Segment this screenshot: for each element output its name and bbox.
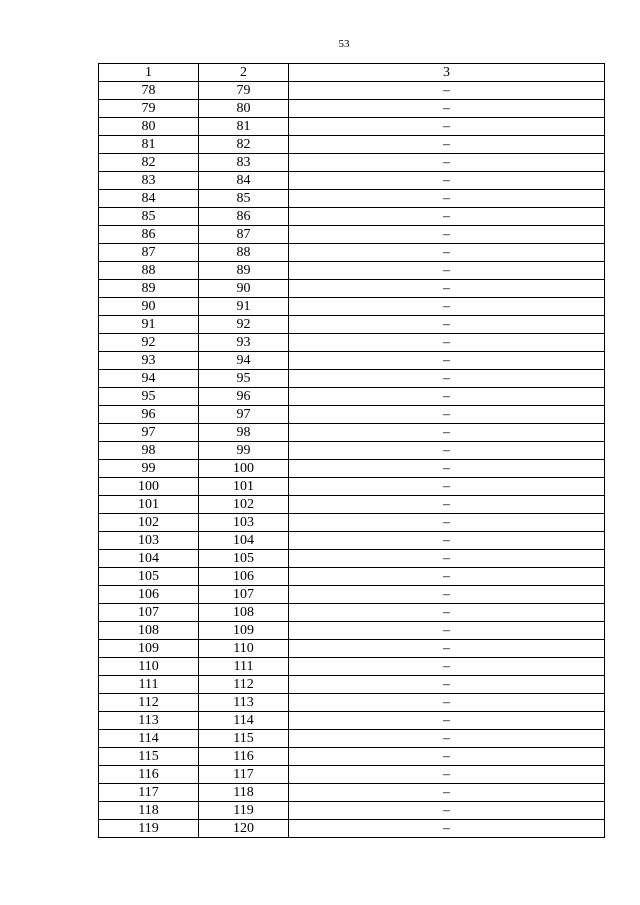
table-row	[99, 100, 605, 118]
table-cell-col-2: 112	[199, 676, 289, 694]
column-header-2: 2	[199, 64, 289, 82]
table-cell-col-1: 115	[99, 748, 199, 766]
table-cell-col-1: 119	[99, 820, 199, 838]
table-row	[99, 496, 605, 514]
table-cell-col-3: –	[289, 154, 605, 172]
table-cell-col-2: 105	[199, 550, 289, 568]
table-cell-col-2: 114	[199, 712, 289, 730]
table-cell-col-2: 84	[199, 172, 289, 190]
table-row	[99, 244, 605, 262]
table-row	[99, 658, 605, 676]
table-row	[99, 568, 605, 586]
table-cell-col-2: 93	[199, 334, 289, 352]
table-cell-col-1: 106	[99, 586, 199, 604]
table-cell-col-2: 108	[199, 604, 289, 622]
table-cell-col-3: –	[289, 82, 605, 100]
table-cell-col-1: 107	[99, 604, 199, 622]
table-cell-col-2: 98	[199, 424, 289, 442]
table-cell-col-3: –	[289, 424, 605, 442]
table-row	[99, 712, 605, 730]
table-row	[99, 676, 605, 694]
table-cell-col-1: 101	[99, 496, 199, 514]
table-row	[99, 316, 605, 334]
table-cell-col-3: –	[289, 172, 605, 190]
table-cell-col-3: –	[289, 514, 605, 532]
table-row	[99, 514, 605, 532]
table-cell-col-1: 109	[99, 640, 199, 658]
table-cell-col-3: –	[289, 604, 605, 622]
table-row	[99, 406, 605, 424]
table-row	[99, 550, 605, 568]
table-cell-col-3: –	[289, 190, 605, 208]
table-body	[99, 82, 605, 838]
table-cell-col-1: 110	[99, 658, 199, 676]
table-cell-col-3: –	[289, 496, 605, 514]
table-row	[99, 766, 605, 784]
table-cell-col-2: 115	[199, 730, 289, 748]
table-cell-col-1: 82	[99, 154, 199, 172]
table-cell-col-3: –	[289, 730, 605, 748]
table-row	[99, 478, 605, 496]
data-table-container	[98, 63, 604, 838]
table-cell-col-1: 80	[99, 118, 199, 136]
table-cell-col-2: 116	[199, 748, 289, 766]
table-row	[99, 262, 605, 280]
table-cell-col-1: 81	[99, 136, 199, 154]
table-cell-col-2: 107	[199, 586, 289, 604]
table-cell-col-3: –	[289, 100, 605, 118]
table-cell-col-3: –	[289, 748, 605, 766]
table-cell-col-2: 106	[199, 568, 289, 586]
table-row	[99, 352, 605, 370]
table-cell-col-3: –	[289, 586, 605, 604]
table-row	[99, 424, 605, 442]
table-cell-col-3: –	[289, 136, 605, 154]
table-cell-col-1: 96	[99, 406, 199, 424]
table-row	[99, 208, 605, 226]
table-cell-col-3: –	[289, 352, 605, 370]
table-cell-col-1: 86	[99, 226, 199, 244]
table-cell-col-2: 97	[199, 406, 289, 424]
table-row	[99, 586, 605, 604]
table-cell-col-1: 100	[99, 478, 199, 496]
table-cell-col-1: 97	[99, 424, 199, 442]
table-cell-col-2: 79	[199, 82, 289, 100]
table-cell-col-2: 91	[199, 298, 289, 316]
table-cell-col-3: –	[289, 280, 605, 298]
table-row	[99, 370, 605, 388]
table-cell-col-3: –	[289, 442, 605, 460]
table-cell-col-1: 91	[99, 316, 199, 334]
table-row	[99, 532, 605, 550]
table-cell-col-1: 78	[99, 82, 199, 100]
table-cell-col-2: 92	[199, 316, 289, 334]
header-row	[99, 64, 605, 82]
table-cell-col-2: 117	[199, 766, 289, 784]
table-cell-col-3: –	[289, 568, 605, 586]
table-row	[99, 190, 605, 208]
table-cell-col-2: 85	[199, 190, 289, 208]
table-cell-col-3: –	[289, 244, 605, 262]
table-cell-col-1: 116	[99, 766, 199, 784]
table-cell-col-3: –	[289, 118, 605, 136]
table-cell-col-3: –	[289, 208, 605, 226]
table-row	[99, 802, 605, 820]
table-cell-col-2: 95	[199, 370, 289, 388]
table-cell-col-1: 102	[99, 514, 199, 532]
table-cell-col-3: –	[289, 262, 605, 280]
table-cell-col-2: 96	[199, 388, 289, 406]
table-cell-col-2: 81	[199, 118, 289, 136]
table-cell-col-1: 111	[99, 676, 199, 694]
table-cell-col-2: 110	[199, 640, 289, 658]
table-cell-col-2: 118	[199, 784, 289, 802]
table-cell-col-1: 83	[99, 172, 199, 190]
table-cell-col-1: 84	[99, 190, 199, 208]
table-cell-col-2: 90	[199, 280, 289, 298]
table-cell-col-1: 87	[99, 244, 199, 262]
table-cell-col-1: 88	[99, 262, 199, 280]
table-cell-col-1: 118	[99, 802, 199, 820]
table-row	[99, 442, 605, 460]
table-cell-col-1: 103	[99, 532, 199, 550]
table-cell-col-3: –	[289, 550, 605, 568]
table-row	[99, 730, 605, 748]
table-cell-col-1: 108	[99, 622, 199, 640]
table-cell-col-1: 90	[99, 298, 199, 316]
table-row	[99, 388, 605, 406]
data-table	[98, 63, 605, 838]
table-cell-col-3: –	[289, 640, 605, 658]
column-header-3: 3	[289, 64, 605, 82]
table-cell-col-1: 94	[99, 370, 199, 388]
table-cell-col-3: –	[289, 532, 605, 550]
table-cell-col-2: 82	[199, 136, 289, 154]
table-cell-col-1: 114	[99, 730, 199, 748]
table-cell-col-3: –	[289, 694, 605, 712]
table-row	[99, 280, 605, 298]
table-row	[99, 334, 605, 352]
table-cell-col-1: 105	[99, 568, 199, 586]
table-cell-col-2: 104	[199, 532, 289, 550]
table-cell-col-1: 113	[99, 712, 199, 730]
table-row	[99, 604, 605, 622]
table-cell-col-3: –	[289, 802, 605, 820]
table-cell-col-3: –	[289, 298, 605, 316]
table-cell-col-2: 100	[199, 460, 289, 478]
table-cell-col-2: 102	[199, 496, 289, 514]
table-cell-col-1: 98	[99, 442, 199, 460]
table-cell-col-2: 80	[199, 100, 289, 118]
table-row	[99, 640, 605, 658]
table-cell-col-1: 85	[99, 208, 199, 226]
column-header-1: 1	[99, 64, 199, 82]
table-cell-col-2: 109	[199, 622, 289, 640]
table-cell-col-3: –	[289, 784, 605, 802]
table-cell-col-2: 101	[199, 478, 289, 496]
table-cell-col-3: –	[289, 478, 605, 496]
table-cell-col-1: 89	[99, 280, 199, 298]
table-cell-col-1: 92	[99, 334, 199, 352]
table-header	[99, 64, 605, 82]
table-cell-col-1: 93	[99, 352, 199, 370]
table-cell-col-2: 111	[199, 658, 289, 676]
table-row	[99, 118, 605, 136]
table-cell-col-3: –	[289, 622, 605, 640]
table-cell-col-2: 83	[199, 154, 289, 172]
table-cell-col-3: –	[289, 406, 605, 424]
table-cell-col-3: –	[289, 766, 605, 784]
table-cell-col-2: 120	[199, 820, 289, 838]
table-cell-col-3: –	[289, 316, 605, 334]
table-cell-col-3: –	[289, 334, 605, 352]
table-cell-col-2: 88	[199, 244, 289, 262]
table-row	[99, 820, 605, 838]
table-row	[99, 154, 605, 172]
table-cell-col-3: –	[289, 226, 605, 244]
table-row	[99, 298, 605, 316]
table-cell-col-1: 99	[99, 460, 199, 478]
table-cell-col-3: –	[289, 712, 605, 730]
table-cell-col-2: 87	[199, 226, 289, 244]
table-cell-col-2: 113	[199, 694, 289, 712]
table-cell-col-1: 104	[99, 550, 199, 568]
table-cell-col-2: 119	[199, 802, 289, 820]
table-cell-col-3: –	[289, 460, 605, 478]
table-cell-col-2: 94	[199, 352, 289, 370]
table-row	[99, 622, 605, 640]
table-cell-col-3: –	[289, 370, 605, 388]
table-cell-col-1: 79	[99, 100, 199, 118]
table-cell-col-2: 86	[199, 208, 289, 226]
table-cell-col-2: 103	[199, 514, 289, 532]
table-row	[99, 784, 605, 802]
table-row	[99, 136, 605, 154]
table-cell-col-3: –	[289, 820, 605, 838]
table-cell-col-3: –	[289, 658, 605, 676]
table-cell-col-3: –	[289, 676, 605, 694]
table-cell-col-1: 117	[99, 784, 199, 802]
table-row	[99, 748, 605, 766]
table-cell-col-2: 99	[199, 442, 289, 460]
table-row	[99, 82, 605, 100]
table-row	[99, 172, 605, 190]
table-cell-col-3: –	[289, 388, 605, 406]
table-row	[99, 226, 605, 244]
table-row	[99, 694, 605, 712]
table-cell-col-1: 95	[99, 388, 199, 406]
table-cell-col-1: 112	[99, 694, 199, 712]
table-row	[99, 460, 605, 478]
page-number: 53	[338, 38, 350, 50]
table-cell-col-2: 89	[199, 262, 289, 280]
